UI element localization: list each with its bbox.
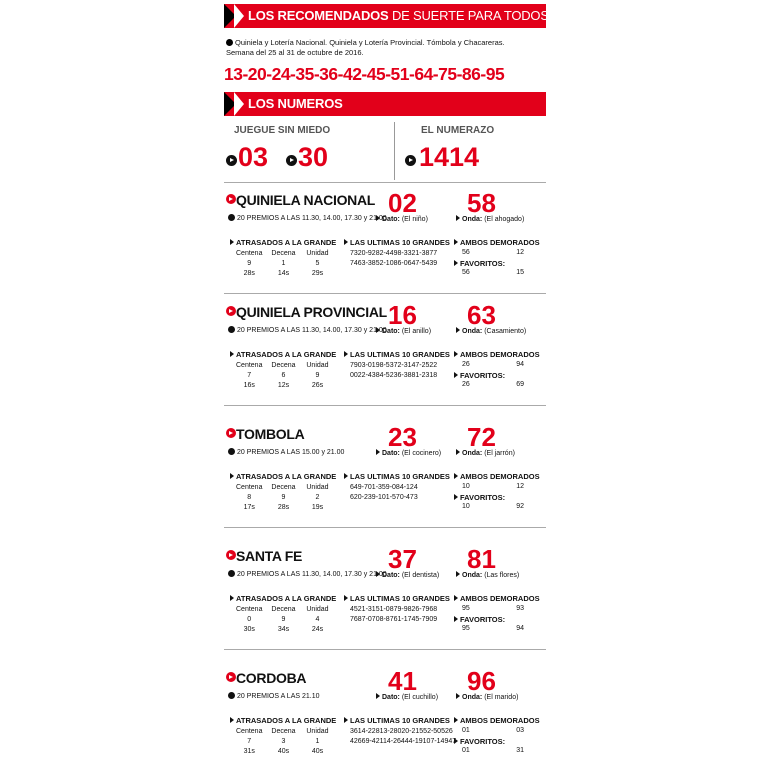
el-numerazo: [395, 122, 546, 180]
onda-text: Onda: (El marido): [456, 693, 518, 701]
play-bullet-icon: [228, 214, 235, 221]
juegue-number-1: 03: [238, 142, 269, 172]
banner-subtitle: DE SUERTE PARA TODOS: [388, 8, 549, 23]
onda-number: 72: [467, 422, 496, 452]
cdu-table: Centena Decena Unidad 9 1 5 28s 14s 29s: [236, 250, 329, 277]
ultimas-header: LAS ULTIMAS 10 GRANDES: [344, 350, 450, 359]
section-title: TOMBOLA: [236, 426, 305, 442]
grandes-list: 7320-9282-4498-3321-3877 7463-3852-1086-0647-5439: [350, 250, 438, 267]
ambos-values: 26 94: [462, 361, 524, 368]
ambos-header: AMBOS DEMORADOS: [454, 716, 540, 725]
play-bullet-icon: [226, 428, 236, 438]
recommended-numbers: 13-20-24-35-36-42-45-51-64-75-86-95: [224, 64, 505, 84]
section-quiniela-provincial: [224, 294, 546, 406]
atrasados-header: ATRASADOS A LA GRANDE: [230, 238, 336, 247]
favoritos-header: FAVORITOS:: [454, 259, 505, 268]
intro-text: [226, 38, 546, 58]
onda-text: Onda: (Las flores): [456, 571, 519, 579]
section-quiniela-nacional: [224, 182, 546, 294]
ambos-values: 56 12: [462, 249, 524, 256]
section-title: QUINIELA NACIONAL: [236, 192, 376, 208]
section-tombola: [224, 416, 546, 528]
ambos-header: AMBOS DEMORADOS: [454, 594, 540, 603]
favoritos-values: 56 15: [462, 269, 524, 276]
ambos-values: 01 03: [462, 727, 524, 734]
ultimas-header: LAS ULTIMAS 10 GRANDES: [344, 716, 450, 725]
chevron-icon: [234, 4, 244, 28]
ultimas-header: LAS ULTIMAS 10 GRANDES: [344, 238, 450, 247]
cdu-table: Centena Decena Unidad 8 9 2 17s 28s 19s: [236, 484, 329, 511]
ambos-values: 95 93: [462, 605, 524, 612]
onda-text: Onda: (Casamiento): [456, 327, 526, 335]
banner-numeros: [224, 92, 546, 116]
dato-number: 23: [388, 422, 417, 452]
numerazo-title: EL NUMERAZO: [421, 125, 495, 136]
dato-number: 02: [388, 188, 417, 218]
premios-text: 20 PREMIOS A LAS 15.00 y 21.00: [228, 448, 344, 456]
ambos-values: 10 12: [462, 483, 524, 490]
divider: [224, 649, 546, 650]
intro-line-1: Quiniela y Lotería Nacional. Quiniela y Lotería Provincial. Tómbola y Chacareras.: [235, 38, 505, 47]
banner-recomendados: [224, 4, 549, 28]
premios-text: 20 PREMIOS A LAS 11.30, 14.00, 17.30 y 21.00: [228, 326, 387, 334]
onda-text: Onda: (El jarrón): [456, 449, 515, 457]
onda-number: 96: [467, 666, 496, 696]
onda-number: 63: [467, 300, 496, 330]
onda-number: 58: [467, 188, 496, 218]
grandes-list: 7903-0198-5372-3147-2522 0022-4384-5236-3881-2318: [350, 362, 438, 379]
dato-text: Dato: (El anillo): [376, 327, 431, 335]
atrasados-header: ATRASADOS A LA GRANDE: [230, 594, 336, 603]
chevron-icon: [234, 92, 244, 116]
favoritos-values: 95 94: [462, 625, 524, 632]
grandes-list: 649-701-359-084-124 620-239-101-570-473: [350, 484, 418, 501]
play-bullet-icon: [226, 306, 236, 316]
section-title: CORDOBA: [236, 670, 307, 686]
premios-text: 20 PREMIOS A LAS 21.10: [228, 692, 320, 700]
favoritos-header: FAVORITOS:: [454, 493, 505, 502]
ambos-header: AMBOS DEMORADOS: [454, 472, 540, 481]
ambos-header: AMBOS DEMORADOS: [454, 238, 540, 247]
play-bullet-icon: [226, 155, 237, 166]
banner-title: LOS NUMEROS: [248, 96, 343, 111]
divider: [224, 405, 546, 406]
numerazo-number: 1414: [419, 142, 480, 172]
grandes-list: 3614-22813-28020-21552-50526 42669-42114-26444-19107-14947: [350, 728, 457, 745]
onda-text: Onda: (El ahogado): [456, 215, 524, 223]
divider: [224, 182, 546, 183]
play-bullet-icon: [286, 155, 297, 166]
favoritos-values: 10 92: [462, 503, 524, 510]
dato-number: 41: [388, 666, 417, 696]
atrasados-header: ATRASADOS A LA GRANDE: [230, 716, 336, 725]
ultimas-header: LAS ULTIMAS 10 GRANDES: [344, 472, 450, 481]
dato-text: Dato: (El cuchillo): [376, 693, 438, 701]
ambos-header: AMBOS DEMORADOS: [454, 350, 540, 359]
play-bullet-icon: [405, 155, 416, 166]
section-title: QUINIELA PROVINCIAL: [236, 304, 387, 320]
dato-number: 16: [388, 300, 417, 330]
favoritos-header: FAVORITOS:: [454, 371, 505, 380]
play-bullet-icon: [228, 326, 235, 333]
dato-text: Dato: (El dentista): [376, 571, 439, 579]
juegue-number-2: 30: [298, 142, 329, 172]
juegue-sin-miedo: [224, 122, 395, 180]
premios-text: 20 PREMIOS A LAS 11.30, 14.00, 17.30 y 21.00: [228, 570, 387, 578]
onda-number: 81: [467, 544, 496, 574]
play-bullet-icon: [226, 39, 233, 46]
play-bullet-icon: [226, 194, 236, 204]
play-bullet-icon: [228, 570, 235, 577]
juegue-title: JUEGUE SIN MIEDO: [234, 125, 331, 136]
favoritos-header: FAVORITOS:: [454, 737, 505, 746]
favoritos-values: 01 31: [462, 747, 524, 754]
cdu-table: Centena Decena Unidad 7 3 1 31s 40s 40s: [236, 728, 329, 755]
play-bullet-icon: [226, 672, 236, 682]
play-bullet-icon: [228, 448, 235, 455]
grandes-list: 4521-3151-0879-9826-7968 7687-0708-8761-1745-7909: [350, 606, 438, 623]
premios-text: 20 PREMIOS A LAS 11.30, 14.00, 17.30 y 21.00: [228, 214, 387, 222]
lottery-page: [224, 0, 549, 770]
favoritos-values: 26 69: [462, 381, 524, 388]
atrasados-header: ATRASADOS A LA GRANDE: [230, 472, 336, 481]
cdu-table: Centena Decena Unidad 0 9 4 30s 34s 24s: [236, 606, 329, 633]
ultimas-header: LAS ULTIMAS 10 GRANDES: [344, 594, 450, 603]
divider: [224, 527, 546, 528]
intro-line-2: Semana del 25 al 31 de octubre de 2016.: [226, 48, 364, 57]
atrasados-header: ATRASADOS A LA GRANDE: [230, 350, 336, 359]
dato-number: 37: [388, 544, 417, 574]
section-cordoba: [224, 660, 546, 772]
dato-text: Dato: (El cocinero): [376, 449, 441, 457]
play-bullet-icon: [226, 550, 236, 560]
cdu-table: Centena Decena Unidad 7 6 9 16s 12s 26s: [236, 362, 329, 389]
play-bullet-icon: [228, 692, 235, 699]
section-title: SANTA FE: [236, 548, 303, 564]
section-santa-fe: [224, 538, 546, 650]
favoritos-header: FAVORITOS:: [454, 615, 505, 624]
banner-title: LOS RECOMENDADOS: [248, 8, 389, 23]
dato-text: Dato: (El niño): [376, 215, 428, 223]
